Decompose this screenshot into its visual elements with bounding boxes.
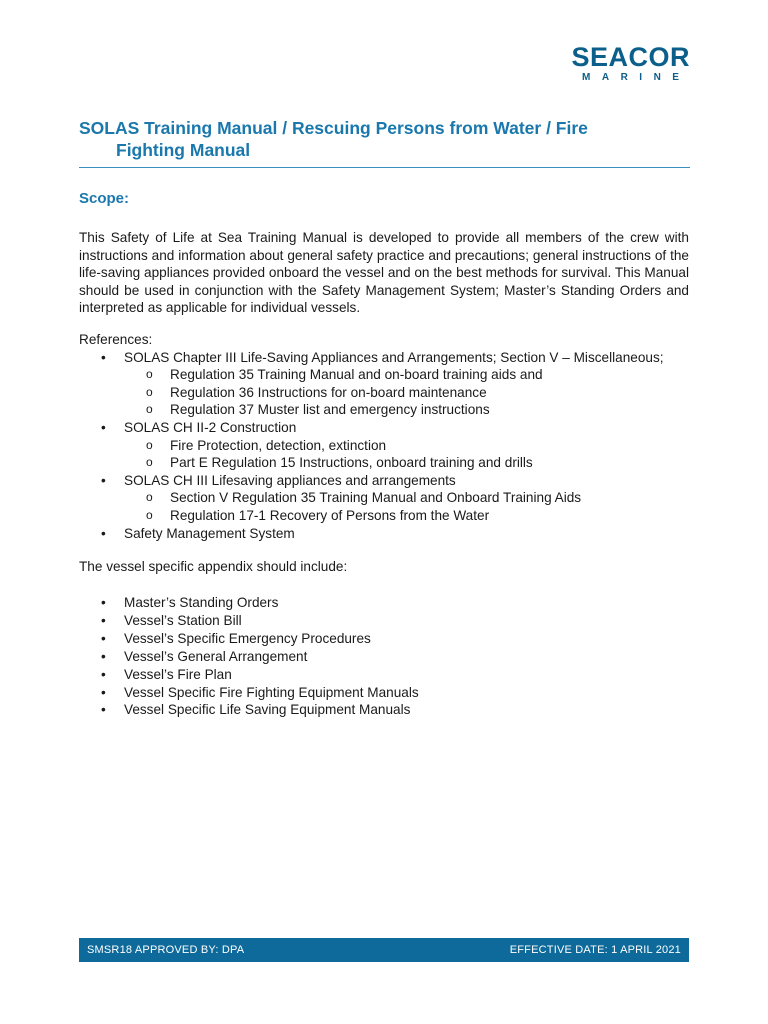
reference-subitem: o Regulation 35 Training Manual and on-board training aids and [79, 366, 699, 384]
reference-subitem: o Regulation 36 Instructions for on-board maintenance [79, 384, 699, 402]
reference-subitem: o Regulation 37 Muster list and emergency instructions [79, 401, 699, 419]
references-list [79, 349, 699, 543]
references-label: References: [79, 332, 153, 347]
reference-item: • SOLAS CH II-2 Construction [79, 419, 699, 437]
appendix-item: • Vessel Specific Life Saving Equipment Manuals [79, 701, 699, 719]
logo-subtitle: MARINE [582, 72, 691, 83]
reference-item: • SOLAS Chapter III Life-Saving Appliances and Arrangements; Section V – Miscellaneous; [79, 349, 699, 367]
title-line-1: SOLAS Training Manual / Rescuing Persons from Water / Fire [79, 118, 588, 138]
appendix-item: • Vessel’s General Arrangement [79, 648, 699, 666]
reference-item: • SOLAS CH III Lifesaving appliances and arrangements [79, 472, 699, 490]
appendix-item: • Vessel’s Specific Emergency Procedures [79, 630, 699, 648]
company-logo [571, 44, 690, 84]
footer-effective-date: EFFECTIVE DATE: 1 APRIL 2021 [509, 944, 681, 956]
appendix-item: • Vessel Specific Fire Fighting Equipment Manuals [79, 684, 699, 702]
logo-wordmark: SEACOR [571, 42, 690, 72]
footer-approval: SMSR18 APPROVED BY: DPA [87, 944, 245, 956]
reference-subitem: o Regulation 17-1 Recovery of Persons from the Water [79, 507, 699, 525]
reference-subitem: o Fire Protection, detection, extinction [79, 437, 699, 455]
document-title [79, 117, 689, 161]
reference-item: • Safety Management System [79, 525, 699, 543]
title-line-2: Fighting Manual [116, 140, 251, 160]
appendix-item: • Master’s Standing Orders [79, 594, 699, 612]
appendix-item: • Vessel’s Station Bill [79, 612, 699, 630]
page-footer [79, 938, 689, 962]
references-section [79, 331, 699, 542]
appendix-intro: The vessel specific appendix should include: [79, 559, 348, 574]
reference-subitem: o Part E Regulation 15 Instructions, onboard training and drills [79, 454, 699, 472]
scope-paragraph: This Safety of Life at Sea Training Manual is developed to provide all members of the crew with instructions and information about general safety practice and precautions; general instructions of the life-saving appliances provided onboard the vessel and on the best methods for survival. This Manual should be used in conjunction with the Safety Management System; Master’s Standing Orders and interpreted as applicable for individual vessels. [79, 230, 689, 316]
appendix-item: • Vessel’s Fire Plan [79, 666, 699, 684]
scope-heading: Scope: [79, 190, 130, 207]
reference-subitem: o Section V Regulation 35 Training Manual and Onboard Training Aids [79, 489, 699, 507]
appendix-list [79, 594, 699, 719]
title-divider [79, 167, 690, 168]
